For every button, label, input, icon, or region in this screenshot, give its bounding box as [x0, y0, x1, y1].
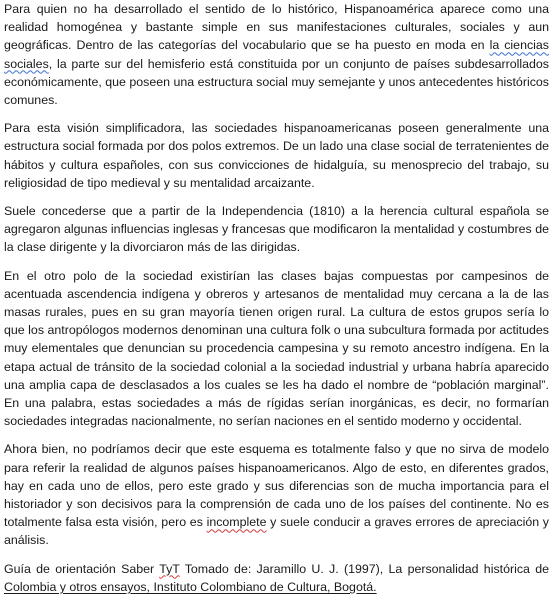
text-segment: Guía de orientación Saber: [4, 561, 160, 576]
text-segment: En el otro polo de la sociedad existirían las clases bajas compuestas por campesinos de acentuada ascendencia indígena y obreros y artesanos de mentalidad muy cercana a la de las masas rurales, pues en su gran mayoría tienen origen rural. La cultura de estos grupos sería lo que los antropólogos modernos denominan una cultura folk o una subcultura formada por actitudes muy elementales que denuncian su procedencia campesina y su remoto ancestro indígena. En la etapa actual de tránsito de la sociedad colonial a la sociedad industrial y urbana habría aparecido una amplia capa de desclasados a los cuales se les ha dado el nombre de “población marginal”. En una palabra, estas sociedades a más de rígidas serían inorgánicas, es decir, no formarían sociedades integradas nacionalmente, no serían naciones en el sentido moderno y occidental.: [4, 268, 549, 429]
text-segment: Para quien no ha desarrollado el sentido de lo histórico, Hispanoamérica aparece como una realidad homogénea y bastante simple en sus manifestaciones culturales, sociales y aun geográficas. Dentro de las categorías del vocabulario que se ha puesto en moda en: [4, 2, 549, 53]
marked-text-segment: Colombia y otros ensayos, Instituto Colombiano de Cultura, Bogotá.: [4, 579, 377, 594]
paragraph: [4, 440, 549, 549]
paragraph: [4, 560, 549, 596]
text-segment: Tomado de: Jaramillo U. J. (1997), La personalidad histórica de: [179, 561, 549, 576]
text-segment: Para esta visión simplificadora, las sociedades hispanoamericanas poseen generalmente una estructura social formada por dos polos extremos. De un lado una clase social de terratenientes de hábitos y cultura españoles, con sus convicciones de hidalguía, su menosprecio del trabajo, su religiosidad de tipo medieval y su mentalidad arcaizante.: [4, 121, 549, 190]
marked-text-segment: la ciencias sociales: [4, 38, 550, 71]
document-page: [4, 0, 549, 606]
paragraph: [4, 202, 549, 257]
paragraph: [4, 0, 549, 109]
text-segment: y suele conducir a graves errores de apreciación y análisis.: [4, 515, 549, 548]
text-segment: Suele concederse que a partir de la Independencia (1810) a la herencia cultural española se agregaron algunas influencias inglesas y francesas que modificaron la mentalidad y costumbres de la clase dirigente y la divorciaron más de las dirigidas.: [4, 204, 549, 255]
text-segment: , la parte sur del hemisferio está constituida por un conjunto de países subdesarrollados económicamente, que poseen una estructura social muy semejante y unos antecedentes históricos comunes.: [4, 56, 549, 108]
paragraph: [4, 267, 549, 431]
marked-text-segment: incomplete: [206, 515, 267, 530]
text-segment: Ahora bien, no podríamos decir que este esquema es totalmente falso y que no sirva de modelo para referir la realidad de algunos países hispanoamericanos. Algo de esto, en diferentes grados, hay en cada uno de ellos, pero este grado y sus diferencias son de mucha importancia para el historiador y son decisivos para la comprensión de cada uno de los países del continente. No es totalmente falsa esta visión, pero es: [4, 442, 549, 530]
marked-text-segment: TyT: [159, 561, 180, 576]
paragraph: [4, 119, 549, 192]
